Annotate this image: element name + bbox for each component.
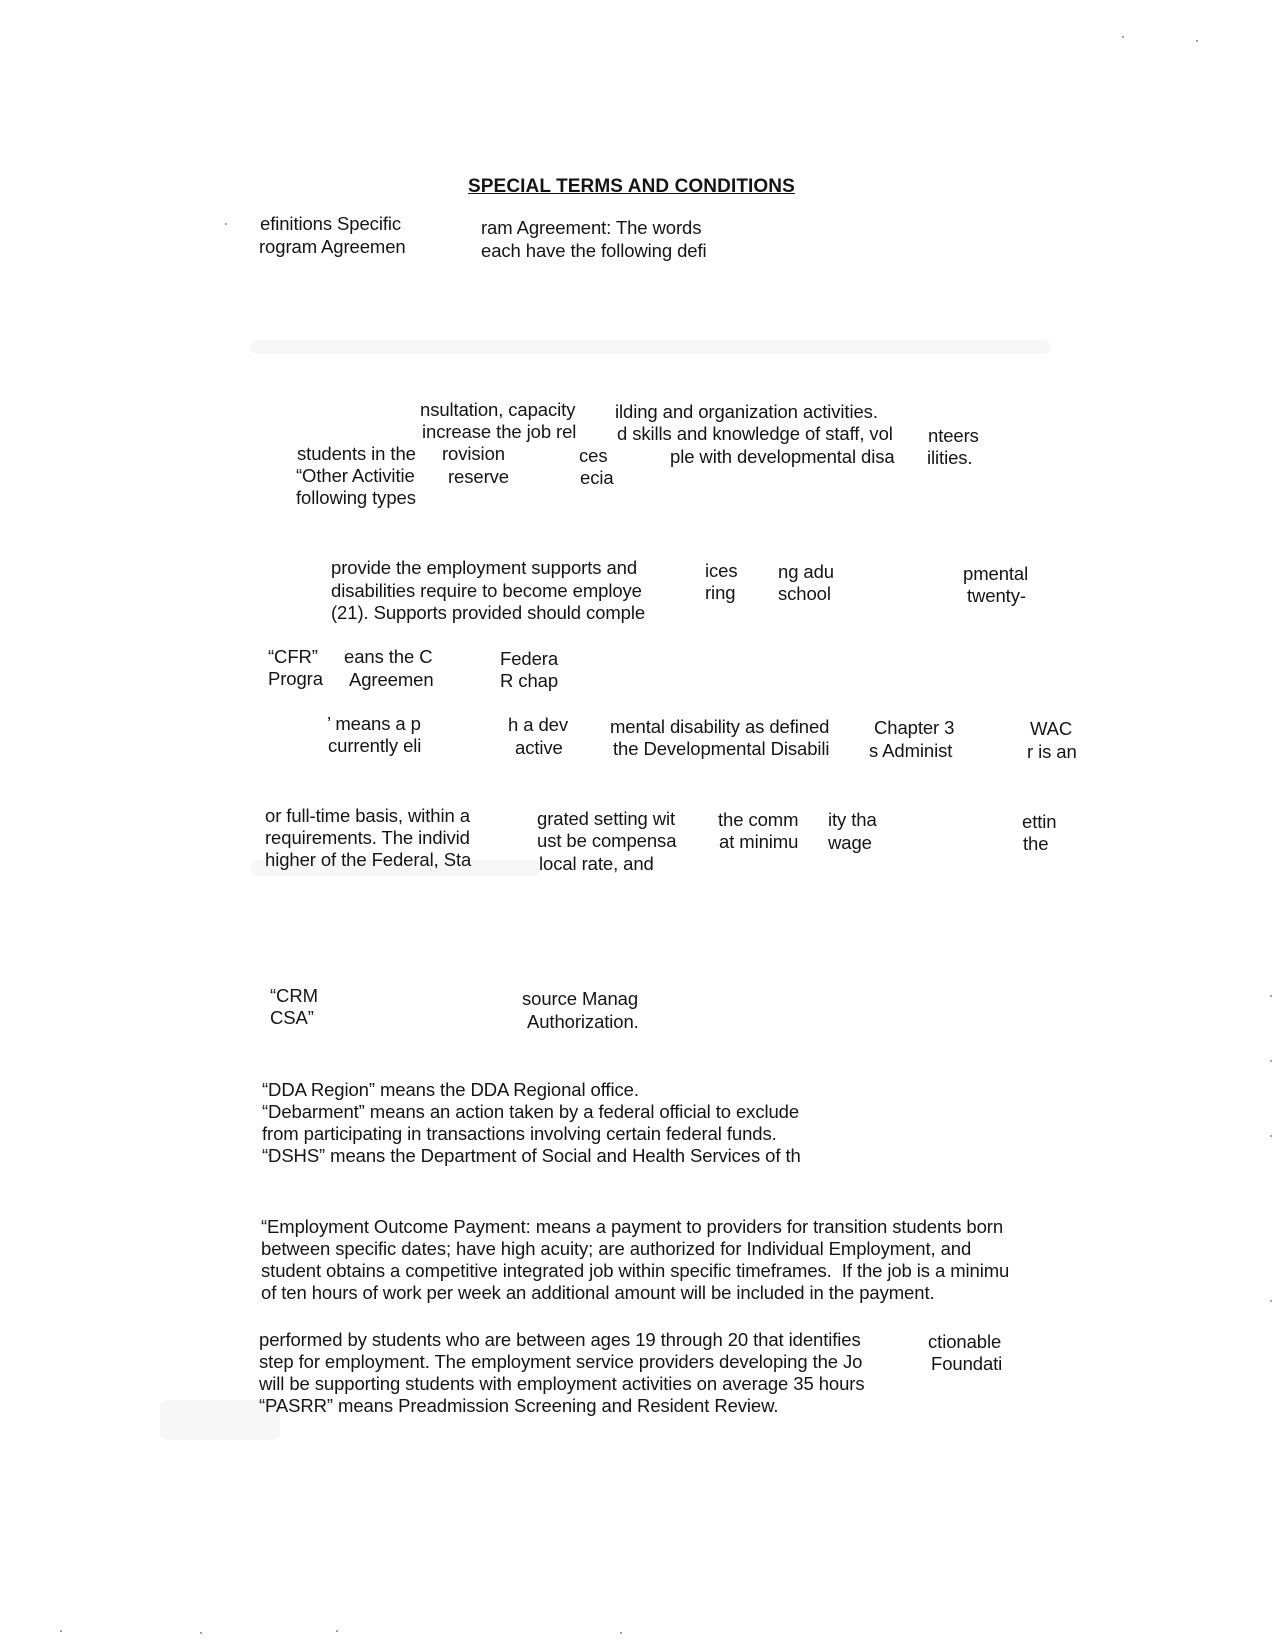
- text-fragment: “CRM: [270, 985, 318, 1006]
- text-fragment: disabilities require to become employe: [331, 580, 642, 601]
- definition-debarment-cont: from participating in transactions involving certain federal funds.: [262, 1123, 777, 1144]
- scan-speck: [1270, 995, 1272, 997]
- text-fragment: requirements. The individ: [265, 827, 470, 848]
- scan-speck: [225, 223, 227, 225]
- text-fragment: Foundati: [931, 1353, 1003, 1374]
- text-fragment: increase the job rel: [422, 421, 577, 442]
- text-fragment: ram Agreement: The words: [481, 217, 702, 238]
- text-fragment: “CFR”: [268, 646, 318, 667]
- text-fragment: students in the: [297, 443, 416, 464]
- text-fragment: R chap: [500, 670, 559, 691]
- text-line: performed by students who are between ages 19 through 20 that identifies: [259, 1329, 861, 1350]
- text-fragment: rogram Agreemen: [259, 236, 406, 257]
- scan-speck: [336, 1630, 338, 1632]
- text-fragment: provide the employment supports and: [331, 557, 638, 578]
- text-fragment: Agreemen: [349, 669, 434, 690]
- text-fragment: WAC: [1030, 718, 1073, 739]
- text-line: step for employment. The employment service providers developing the Jo: [259, 1351, 863, 1372]
- text-fragment: Federa: [500, 648, 559, 669]
- definition-dshs: “DSHS” means the Department of Social and Health Services of th: [262, 1145, 801, 1166]
- text-fragment: school: [778, 583, 831, 604]
- scan-speck: [1270, 1135, 1272, 1137]
- text-fragment: s Administ: [869, 740, 953, 761]
- scan-speck: [1196, 40, 1198, 42]
- text-fragment: Progra: [268, 668, 323, 689]
- text-fragment: local rate, and: [539, 853, 654, 874]
- text-fragment: the comm: [718, 809, 799, 830]
- text-fragment: ctionable: [928, 1331, 1002, 1352]
- scan-speck: [200, 1632, 202, 1634]
- text-fragment: ices: [705, 560, 738, 581]
- scan-speck: [620, 1632, 622, 1634]
- text-fragment: CSA”: [270, 1007, 314, 1028]
- text-fragment: currently eli: [328, 735, 422, 756]
- text-fragment: efinitions Specific: [260, 213, 402, 234]
- text-fragment: ust be compensa: [537, 830, 677, 851]
- text-fragment: ity tha: [828, 809, 877, 830]
- scan-speck: [1122, 36, 1124, 38]
- text-fragment: rovision: [442, 443, 505, 464]
- text-line: student obtains a competitive integrated job within specific timeframes. If the job is a minimu: [261, 1260, 1010, 1281]
- text-fragment: each have the following defi: [481, 240, 707, 261]
- text-fragment: r is an: [1027, 741, 1077, 762]
- definition-employment-outcome-payment: “Employment Outcome Payment: means a payment to providers for transition students born: [261, 1216, 1004, 1237]
- text-fragment: “Other Activitie: [296, 465, 415, 486]
- text-fragment: grated setting wit: [537, 808, 676, 829]
- text-line: will be supporting students with employment activities on average 35 hours: [259, 1373, 865, 1394]
- text-fragment: mental disability as defined: [610, 716, 830, 737]
- text-fragment: wage: [828, 832, 872, 853]
- text-fragment: nteers: [928, 425, 979, 446]
- text-fragment: following types: [296, 487, 416, 508]
- text-fragment: pmental: [963, 563, 1029, 584]
- text-fragment: h a dev: [508, 714, 568, 735]
- text-fragment: or full-time basis, within a: [265, 805, 470, 826]
- text-fragment: ces: [579, 445, 608, 466]
- text-fragment: d skills and knowledge of staff, vol: [617, 423, 893, 444]
- text-fragment: the Developmental Disabili: [613, 738, 830, 759]
- definition-debarment: “Debarment” means an action taken by a federal official to exclude: [262, 1101, 800, 1122]
- text-fragment: active: [515, 737, 563, 758]
- page-title: SPECIAL TERMS AND CONDITIONS: [468, 176, 795, 197]
- text-fragment: higher of the Federal, Sta: [265, 849, 472, 870]
- text-fragment: reserve: [448, 466, 509, 487]
- text-fragment: nsultation, capacity: [420, 399, 576, 420]
- text-fragment: ettin: [1022, 811, 1057, 832]
- text-fragment: the: [1023, 833, 1049, 854]
- text-fragment: ilding and organization activities.: [615, 401, 878, 422]
- definition-dda-region: “DDA Region” means the DDA Regional office.: [262, 1079, 639, 1100]
- text-line: of ten hours of work per week an additional amount will be included in the payment.: [261, 1282, 935, 1303]
- scan-smudge: [250, 340, 1050, 354]
- text-fragment: ng adu: [778, 561, 834, 582]
- text-fragment: (21). Supports provided should comple: [331, 602, 646, 623]
- text-fragment: ’ means a p: [327, 713, 421, 734]
- text-fragment: ple with developmental disa: [670, 446, 895, 467]
- text-fragment: ilities.: [927, 447, 973, 468]
- definition-pasrr: “PASRR” means Preadmission Screening and Resident Review.: [259, 1395, 779, 1416]
- text-fragment: at minimu: [719, 831, 799, 852]
- text-fragment: Chapter 3: [874, 717, 955, 738]
- scan-speck: [1270, 1060, 1272, 1062]
- text-fragment: eans the C: [344, 646, 433, 667]
- text-fragment: source Manag: [522, 988, 639, 1009]
- text-fragment: ring: [705, 582, 736, 603]
- scan-speck: [60, 1630, 62, 1632]
- scan-speck: [1270, 1300, 1272, 1302]
- text-fragment: twenty-: [967, 585, 1026, 606]
- text-line: between specific dates; have high acuity; are authorized for Individual Employment, and: [261, 1238, 972, 1259]
- text-fragment: ecia: [580, 467, 614, 488]
- text-fragment: Authorization.: [527, 1011, 639, 1032]
